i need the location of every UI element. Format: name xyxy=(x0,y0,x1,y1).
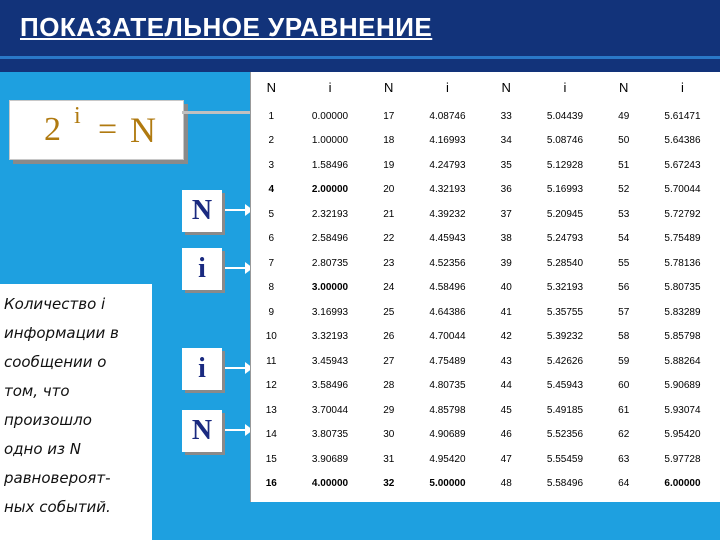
table-cell-i: 4.24793 xyxy=(429,159,466,171)
table-cell-n: 50 xyxy=(618,135,630,147)
table-cell-n: 28 xyxy=(383,380,395,392)
table-cell-i: 4.39232 xyxy=(429,208,466,220)
table-cell-i: 3.58496 xyxy=(311,380,349,392)
table-row xyxy=(251,325,720,350)
table-cell-n: 19 xyxy=(383,159,395,171)
table-cell-i: 2.32193 xyxy=(311,208,349,220)
header-divider xyxy=(0,56,720,59)
table-cell-n: 13 xyxy=(265,404,277,416)
label-box-n-bottom xyxy=(182,410,222,452)
label-i-top: i xyxy=(198,253,206,284)
table-cell-i: 0.00000 xyxy=(311,110,349,122)
table-cell-i: 5.42626 xyxy=(546,355,584,367)
formula-connector-line xyxy=(182,111,250,114)
label-n-top: N xyxy=(191,195,213,226)
header-cell-n: N xyxy=(266,79,276,95)
table-cell-i: 5.67243 xyxy=(664,159,701,171)
table-row xyxy=(251,423,720,448)
table-cell-i: 3.00000 xyxy=(311,282,349,294)
table-row xyxy=(251,276,720,301)
table-cell-i: 5.35755 xyxy=(546,306,584,318)
header-cell-n: N xyxy=(619,79,629,95)
table-cell-i: 5.90689 xyxy=(664,380,701,392)
description-line: равновероят- xyxy=(4,469,111,487)
table-cell-i: 5.49185 xyxy=(546,404,584,416)
table-row xyxy=(251,300,720,325)
table-cell-i: 5.20945 xyxy=(546,208,584,220)
table-row xyxy=(251,398,720,423)
table-cell-n: 63 xyxy=(618,453,630,465)
table-cell-i: 4.70044 xyxy=(429,331,466,343)
formula-rhs: N xyxy=(130,110,156,150)
description-line: произошло xyxy=(4,411,92,429)
description-line: сообщении о xyxy=(4,353,107,371)
table-cell-i: 3.45943 xyxy=(311,355,349,367)
table-row xyxy=(251,227,720,252)
table-cell-n: 52 xyxy=(618,184,630,196)
table-cell-n: 41 xyxy=(500,306,512,318)
table-cell-n: 51 xyxy=(618,159,630,171)
arrow-right-icon xyxy=(225,361,253,375)
description-line: том, что xyxy=(4,382,70,400)
table-cell-i: 5.75489 xyxy=(664,233,701,245)
table-cell-n: 53 xyxy=(618,208,630,220)
table-cell-n: 35 xyxy=(500,159,512,171)
arrow-right-icon xyxy=(225,203,253,217)
table-cell-n: 54 xyxy=(618,233,630,245)
formula-exponent: i xyxy=(74,103,81,129)
table-cell-n: 12 xyxy=(265,380,277,392)
table-cell-i: 5.32193 xyxy=(546,282,584,294)
header-cell-i: i xyxy=(446,79,449,95)
table-cell-n: 15 xyxy=(265,453,277,465)
table-cell-n: 31 xyxy=(383,453,395,465)
table-cell-i: 5.04439 xyxy=(546,110,584,122)
table-cell-n: 59 xyxy=(618,355,630,367)
table-cell-n: 8 xyxy=(268,282,275,294)
table-header-row xyxy=(251,72,720,102)
table-cell-i: 2.00000 xyxy=(311,184,349,196)
table-cell-i: 4.00000 xyxy=(311,478,349,490)
table-cell-i: 3.16993 xyxy=(311,306,349,318)
table-cell-n: 42 xyxy=(500,331,512,343)
table-cell-i: 5.08746 xyxy=(546,135,584,147)
table-cell-i: 5.52356 xyxy=(546,429,584,441)
table-row xyxy=(251,202,720,227)
table-cell-i: 5.00000 xyxy=(429,478,466,490)
table-cell-i: 5.97728 xyxy=(664,453,701,465)
log-table xyxy=(251,72,720,496)
table-cell-n: 47 xyxy=(500,453,512,465)
table-cell-n: 33 xyxy=(500,110,512,122)
table-cell-n: 57 xyxy=(618,306,630,318)
table-cell-n: 4 xyxy=(268,184,275,196)
table-cell-i: 2.58496 xyxy=(311,233,349,245)
table-cell-n: 40 xyxy=(500,282,512,294)
table-cell-i: 3.32193 xyxy=(311,331,349,343)
table-cell-i: 5.88264 xyxy=(664,355,701,367)
header-cell-i: i xyxy=(328,79,332,95)
table-cell-i: 4.90689 xyxy=(429,429,466,441)
table-cell-i: 5.45943 xyxy=(546,380,584,392)
table-cell-n: 1 xyxy=(268,110,275,122)
table-cell-i: 5.70044 xyxy=(664,184,701,196)
table-row xyxy=(251,349,720,374)
table-cell-n: 18 xyxy=(383,135,395,147)
table-cell-i: 4.58496 xyxy=(429,282,466,294)
table-cell-i: 4.16993 xyxy=(429,135,466,147)
table-cell-i: 4.95420 xyxy=(429,453,466,465)
slide-title: ПОКАЗАТЕЛЬНОЕ УРАВНЕНИЕ xyxy=(20,12,433,42)
table-cell-n: 56 xyxy=(618,282,630,294)
table-cell-i: 4.75489 xyxy=(429,355,466,367)
table-cell-i: 4.45943 xyxy=(429,233,466,245)
table-cell-n: 37 xyxy=(500,208,512,220)
table-cell-i: 5.72792 xyxy=(664,208,701,220)
table-cell-n: 22 xyxy=(383,233,395,245)
header-cell-i: i xyxy=(563,79,567,95)
table-cell-i: 4.85798 xyxy=(429,404,466,416)
header-cell-n: N xyxy=(384,79,394,95)
table-cell-i: 5.55459 xyxy=(546,453,584,465)
table-cell-n: 62 xyxy=(618,429,630,441)
table-cell-i: 5.58496 xyxy=(546,478,584,490)
description-line: ных событий. xyxy=(4,498,111,516)
table-cell-n: 6 xyxy=(268,233,275,245)
table-cell-n: 36 xyxy=(500,184,512,196)
table-cell-n: 24 xyxy=(383,282,395,294)
table-cell-n: 2 xyxy=(268,135,275,147)
table-cell-n: 30 xyxy=(383,429,395,441)
table-cell-n: 64 xyxy=(618,478,630,490)
table-cell-i: 5.28540 xyxy=(546,257,584,269)
table-cell-i: 3.80735 xyxy=(311,429,349,441)
table-cell-n: 46 xyxy=(500,429,512,441)
table-cell-n: 49 xyxy=(618,110,630,122)
table-cell-i: 4.80735 xyxy=(429,380,466,392)
table-cell-i: 5.80735 xyxy=(664,282,701,294)
table-cell-n: 14 xyxy=(265,429,277,441)
table-cell-i: 5.85798 xyxy=(664,331,701,343)
arrow-right-icon xyxy=(225,423,253,437)
description-line: информации в xyxy=(4,324,119,342)
table-cell-i: 4.64386 xyxy=(429,306,466,318)
table-row xyxy=(251,178,720,203)
table-cell-n: 17 xyxy=(383,110,395,122)
description-line: Количество i xyxy=(4,295,106,313)
table-row xyxy=(251,251,720,276)
table-cell-i: 5.64386 xyxy=(664,135,701,147)
table-row xyxy=(251,472,720,497)
table-cell-n: 55 xyxy=(618,257,630,269)
label-box-n-top xyxy=(182,190,222,232)
table-cell-n: 61 xyxy=(618,404,630,416)
table-cell-i: 5.12928 xyxy=(546,159,584,171)
arrow-right-icon xyxy=(225,261,253,275)
table-cell-i: 5.93074 xyxy=(664,404,701,416)
table-row xyxy=(251,153,720,178)
formula-box xyxy=(9,100,184,160)
table-cell-i: 4.52356 xyxy=(429,257,466,269)
table-cell-n: 10 xyxy=(265,331,277,343)
table-row xyxy=(251,374,720,399)
table-cell-n: 7 xyxy=(268,257,275,269)
table-cell-n: 29 xyxy=(383,404,395,416)
table-cell-i: 3.70044 xyxy=(311,404,349,416)
table-cell-n: 48 xyxy=(500,478,512,490)
table-cell-i: 5.61471 xyxy=(664,110,701,122)
table-cell-i: 6.00000 xyxy=(664,478,701,490)
table-cell-n: 34 xyxy=(500,135,512,147)
table-cell-n: 21 xyxy=(383,208,395,220)
formula-equals: = xyxy=(98,111,118,148)
table-cell-n: 60 xyxy=(618,380,630,392)
table-row xyxy=(251,102,720,129)
table-cell-n: 27 xyxy=(383,355,395,367)
table-row xyxy=(251,129,720,154)
table-cell-n: 3 xyxy=(268,159,275,171)
table-cell-i: 5.24793 xyxy=(546,233,584,245)
table-cell-n: 58 xyxy=(618,331,630,343)
table-cell-n: 26 xyxy=(383,331,395,343)
header-cell-n: N xyxy=(501,79,511,95)
table-cell-i: 5.83289 xyxy=(664,306,701,318)
table-cell-i: 5.39232 xyxy=(546,331,584,343)
table-cell-n: 11 xyxy=(266,355,277,367)
description-line: одно из N xyxy=(4,440,82,458)
table-cell-n: 44 xyxy=(500,380,512,392)
table-cell-n: 32 xyxy=(383,478,395,490)
table-cell-n: 38 xyxy=(500,233,512,245)
table-cell-i: 4.08746 xyxy=(429,110,466,122)
table-cell-n: 25 xyxy=(383,306,395,318)
label-box-i-bottom xyxy=(182,348,222,390)
table-cell-n: 39 xyxy=(500,257,512,269)
table-cell-n: 5 xyxy=(268,208,275,220)
table-cell-i: 5.16993 xyxy=(546,184,584,196)
table-cell-n: 9 xyxy=(268,306,275,318)
label-i-bottom: i xyxy=(198,353,206,384)
label-n-bottom: N xyxy=(191,415,213,446)
table-cell-i: 2.80735 xyxy=(311,257,349,269)
table-cell-n: 16 xyxy=(265,478,277,490)
formula-base: 2 xyxy=(44,111,61,148)
table-cell-n: 23 xyxy=(383,257,395,269)
table-row xyxy=(251,447,720,472)
table-cell-n: 20 xyxy=(383,184,395,196)
table-cell-i: 5.78136 xyxy=(664,257,701,269)
header-cell-i: i xyxy=(681,79,684,95)
table-cell-n: 43 xyxy=(500,355,512,367)
table-cell-i: 1.58496 xyxy=(311,159,349,171)
log-table-panel xyxy=(250,72,720,502)
table-cell-i: 1.00000 xyxy=(311,135,349,147)
table-cell-i: 5.95420 xyxy=(664,429,701,441)
table-cell-n: 45 xyxy=(500,404,512,416)
table-cell-i: 4.32193 xyxy=(429,184,466,196)
description-box xyxy=(0,284,152,540)
table-cell-i: 3.90689 xyxy=(311,453,349,465)
label-box-i-top xyxy=(182,248,222,290)
